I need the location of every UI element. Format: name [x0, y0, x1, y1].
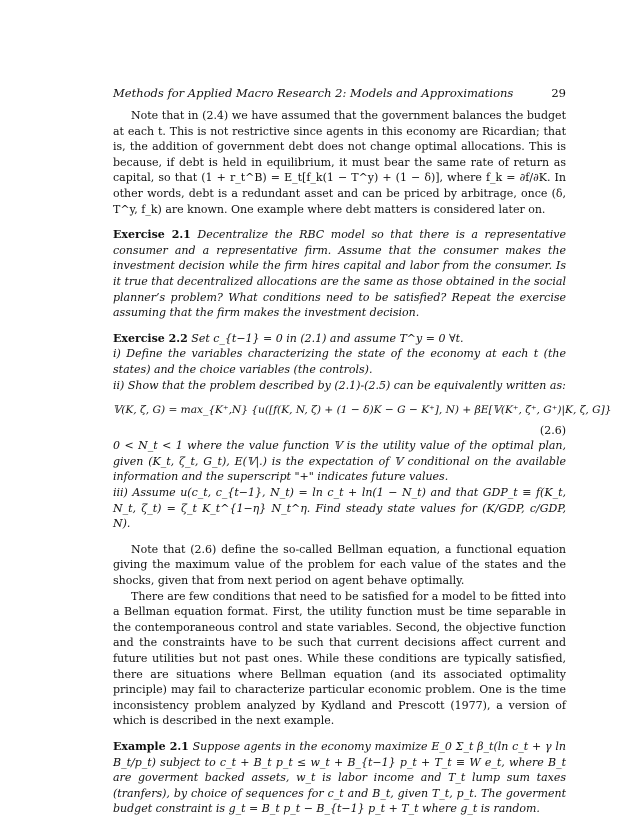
exercise-2-2-part-ii: ii) Show that the problem described by (2.1)-(2.5) can be equivalently written as: [113, 378, 566, 392]
example-2-1-label: Example 2.1 [113, 739, 189, 753]
exercise-2-2-part-iii: iii) Assume u(c_t, c_{t−1}, N_t) = ln c_t + ln(1 − N_t) and that GDP_t ≡ f(K_t, N_t, ζ_t) = ζ_t K_t^{1−η} N_t^η. Find steady state values for (K/GDP, c/GDP, N). [113, 486, 566, 531]
running-title: Methods for Applied Macro Research 2: Models and Approximations [113, 86, 514, 100]
paragraph-conditions: There are few conditions that need to be satisfied for a model to be fitted into a Bellman equation format. First, the utility function must be time separable in the contemporaneous control and state variables. Second, the objective function and the constraints have to be such that current decisions affect current and future utilities but not past ones. While these conditions are typically satisfied, there are situations where Bellman equation (and its associated optimality principle) may fail to characterize particular economic problem. One is the time inconsistency problem analyzed by Kydland and Prescott (1977), a version of which is described in the next example. [113, 589, 566, 728]
paragraph-ricardian: Note that in (2.4) we have assumed that the government balances the budget at each t. This is not restrictive since agents in this economy are Ricardian; that is, the addition of government debt does not change optimal allocations. This is because, if debt is held in equilibrium, it must bear the same rate of return as capital, so that (1 + r_t^B) = E_t[f_k(1 − T^y) + (1 − δ)], where f_k = ∂f/∂K. In other words, debt is a redundant asset and can be priced by arbitrage, once (δ, T^y, f_k) are known. One example where debt matters is considered later on. [113, 109, 566, 216]
exercise-2-1-label: Exercise 2.1 [113, 228, 191, 242]
page-number: 29 [551, 86, 566, 100]
exercise-2-2-label: Exercise 2.2 [113, 331, 188, 345]
paragraph-bellman: Note that (2.6) define the so-called Bellman equation, a functional equation giving the maximum value of the problem for each value of the states and the shocks, given that from next period on agent behave optimally. [113, 542, 566, 588]
bellman-equation: 𝕍(K, ζ, G) = max_{K⁺,N} {u([f(K, N, ζ) + (1 − δ)K − G − K⁺], N) + βE[𝕍(K⁺, ζ⁺, G⁺)|K, ζ, G]} [113, 404, 612, 417]
example-2-1-text: Suppose agents in the economy maximize E_0 Σ_t β_t(ln c_t + γ ln B_t/p_t) subject to c_t + B_t p_t ≤ w_t + B_{t−1} p_t + T_t ≡ W e_t, where B_t are goverment backed assets, w_t is labor income and T_t lump sum taxes (tranfers), by choice of sequences for c_t and B_t, given T_t, p_t. The goverment budget constraint is g_t = B_t p_t − B_{t−1} p_t + T_t where g_t is random. [113, 739, 566, 816]
page-body [113, 108, 612, 817]
exercise-2-1-text: Decentralize the RBC model so that there is a representative consumer and a representative firm. Assume that the consumer makes the investment decision while the firm hires capital and labor from the consumer. Is it true that decentralized allocations are the same as those obtained in the social planner’s problem? What conditions need to be satisfied? Repeat the exercise assuming that the firm makes the investment decision. [113, 228, 567, 320]
exercise-2-1 [113, 227, 566, 321]
exercise-2-2-intro: Set c_{t−1} = 0 in (2.1) and assume T^y = 0 ∀t. [191, 331, 464, 345]
running-header [113, 86, 566, 100]
exercise-2-2-part-i: i) Define the variables characterizing the state of the economy at each t (the states) and the choice variables (the controls). [113, 347, 566, 376]
equation-number: (2.6) [539, 423, 566, 437]
exercise-2-2 [113, 331, 612, 532]
exercise-2-2-value-function: 0 < N_t < 1 where the value function 𝕍 is the utility value of the optimal plan, given (K_t, ζ_t, G_t), E(𝕍|.) is the expectation of 𝕍 conditional on the available information and the superscript "+" indicates future values. [113, 439, 566, 484]
example-2-1 [113, 739, 566, 817]
